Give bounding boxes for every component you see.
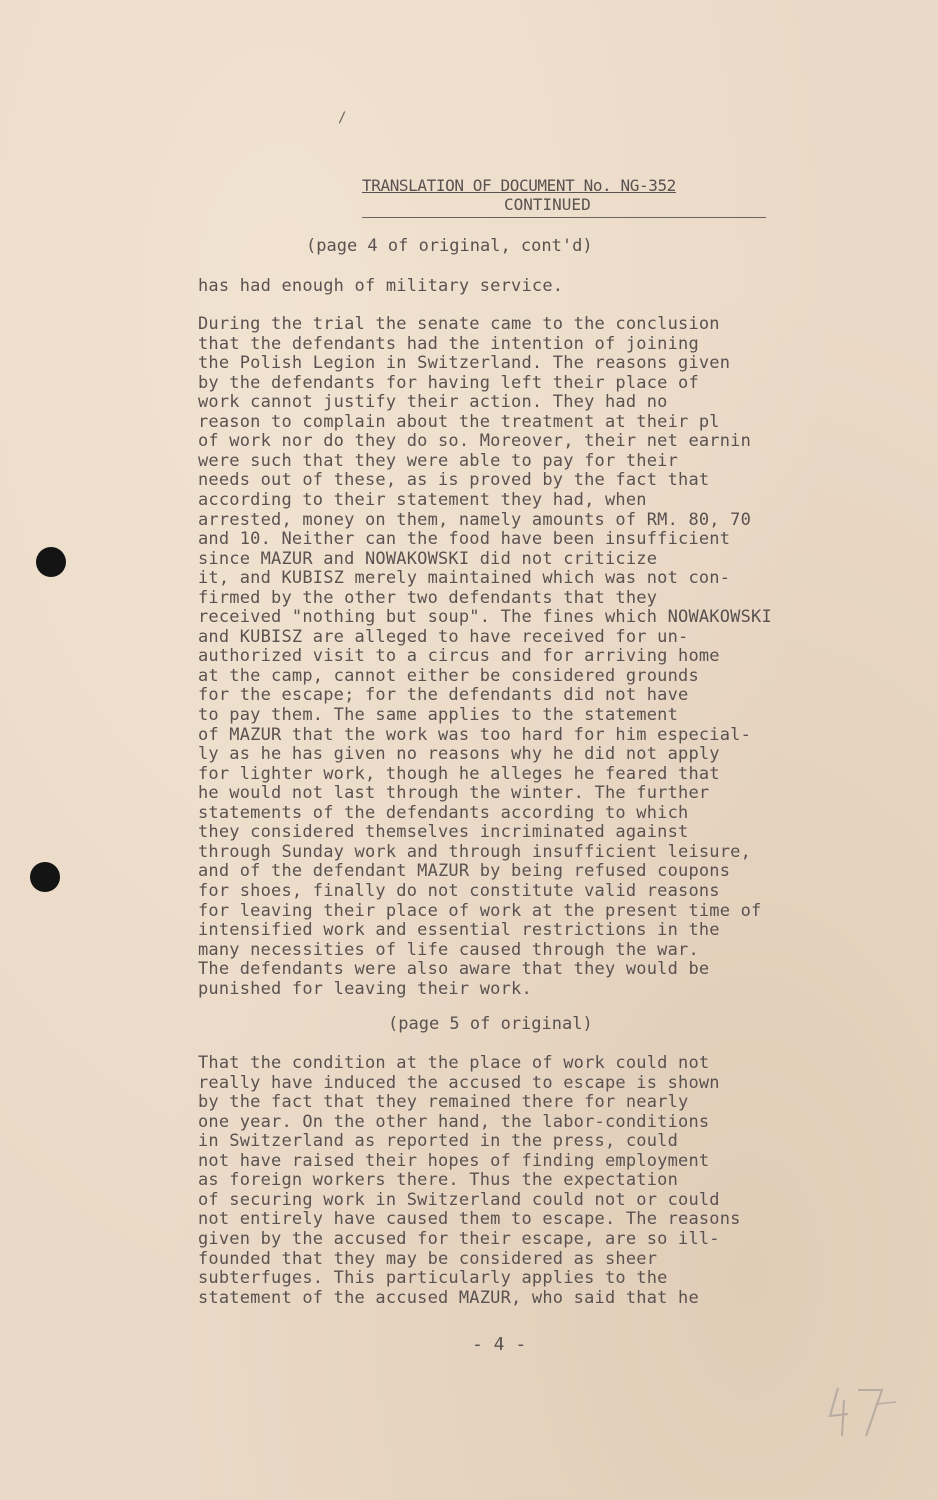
handwritten-page-mark [826,1380,906,1440]
text-line: according to their statement they had, when [198,489,647,510]
text-line: The defendants were also aware that they would be [198,959,710,980]
page-note-original-4: (page 4 of original, cont'd) [306,236,593,256]
text-line: statements of the defendants according to which [198,802,689,823]
page-number: - 4 - [472,1334,527,1355]
text-line: were such that they were able to pay for their [198,450,679,471]
text-line: the Polish Legion in Switzerland. The reasons given [198,353,731,374]
text-line: work cannot justify their action. They had no [198,392,668,413]
document-header [362,176,766,218]
text-line: subterfuges. This particularly applies to the [198,1268,668,1289]
punch-hole-upper [36,547,66,577]
text-line: in Switzerland as reported in the press, could [198,1131,679,1152]
text-line: for the escape; for the defendants did not have [198,685,689,706]
text-line: of securing work in Switzerland could not or could [198,1189,720,1210]
text-line: and of the defendant MAZUR by being refused coupons [198,861,731,882]
page-note-original-5: (page 5 of original) [388,1014,593,1034]
text-line: since MAZUR and NOWAKOWSKI did not criticize [198,548,658,569]
text-line: he would not last through the winter. The further [198,783,710,804]
text-line: as foreign workers there. Thus the expectation [198,1170,679,1191]
text-line: and 10. Neither can the food have been insufficient [198,529,731,550]
opening-line: has had enough of military service. [198,276,564,296]
text-line: During the trial the senate came to the conclusion [198,314,720,334]
text-line: not have raised their hopes of finding employment [198,1150,710,1171]
text-line: not entirely have caused them to escape. The reasons [198,1209,741,1230]
punch-hole-lower [30,862,60,892]
text-line: of MAZUR that the work was too hard for him especial- [198,724,752,745]
text-line: one year. On the other hand, the labor-conditions [198,1111,710,1132]
text-line: at the camp, cannot either be considered grounds [198,665,699,686]
document-title: TRANSLATION OF DOCUMENT No. NG-352 [362,176,676,195]
text-line: founded that they may be considered as sheer [198,1248,658,1269]
header-rule [362,217,766,218]
document-subtitle: CONTINUED [504,195,591,214]
text-line: through Sunday work and through insufficient leisure, [198,841,752,862]
text-line: for leaving their place of work at the present time of [198,900,762,921]
text-line: that the defendants had the intention of joining [198,333,699,354]
text-line: it, and KUBISZ merely maintained which was not con- [198,568,731,589]
text-line: statement of the accused MAZUR, who said that he [198,1287,699,1308]
text-line: really have induced the accused to escape is shown [198,1072,720,1093]
text-line: intensified work and essential restrictions in the [198,920,720,941]
text-line: punished for leaving their work. [198,978,532,999]
text-line: and KUBISZ are alleged to have received for un- [198,626,689,647]
text-line: by the defendants for having left their place of [198,372,699,393]
text-line: for lighter work, though he alleges he feared that [198,763,720,784]
text-line: they considered themselves incriminated against [198,822,689,843]
text-line: reason to complain about the treatment at their pl [198,411,720,432]
text-line: for shoes, finally do not constitute valid reasons [198,880,720,901]
text-line: authorized visit to a circus and for arriving home [198,646,720,667]
text-line: received "nothing but soup". The fines which NOWAKOWSKI [198,607,772,628]
text-line: That the condition at the place of work could not [198,1053,710,1073]
stray-mark: / [338,110,347,126]
text-line: firmed by the other two defendants that they [198,587,658,608]
text-line: arrested, money on them, namely amounts of RM. 80, 70 [198,509,752,530]
text-line: many necessities of life caused through the war. [198,939,699,960]
text-line: ly as he has given no reasons why he did not apply [198,744,720,765]
text-line: given by the accused for their escape, are so ill- [198,1228,720,1249]
text-line: by the fact that they remained there for nearly [198,1092,689,1113]
text-line: needs out of these, as is proved by the fact that [198,470,710,491]
text-line: of work nor do they do so. Moreover, their net earnin [198,431,752,452]
text-line: to pay them. The same applies to the statement [198,705,679,725]
